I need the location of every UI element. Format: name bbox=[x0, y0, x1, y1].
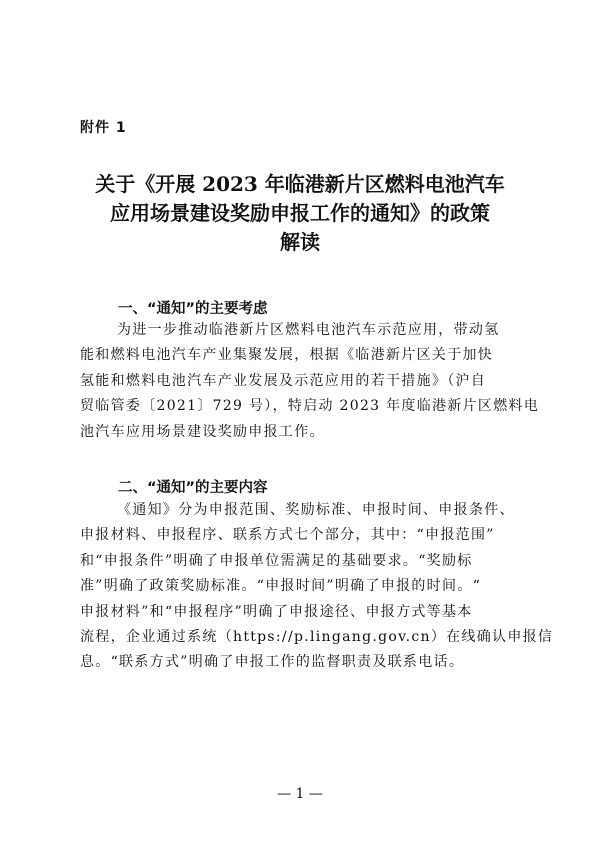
paragraph-line: 和“申报条件”明确了申报单位需满足的基础要求。“奖励标 bbox=[80, 552, 473, 569]
attachment-label: 附件 1 bbox=[80, 120, 127, 136]
section-2-paragraph bbox=[80, 498, 554, 676]
paragraph-line: 申报材料”和“申报程序”明确了申报途径、申报方式等基本 bbox=[80, 603, 473, 620]
section-2-heading: 二、“通知”的主要内容 bbox=[118, 480, 268, 496]
paragraph-line: 息。“联系方式”明确了申报工作的监督职责及联系电话。 bbox=[80, 654, 465, 671]
paragraph-line: 流程，企业通过系统（https://p.lingang.gov.cn）在线确认申报信 bbox=[80, 629, 554, 646]
title-line-3: 解读 bbox=[280, 230, 320, 254]
title-line-2: 应用场景建设奖励申报工作的通知》的政策 bbox=[110, 201, 490, 225]
paragraph-line: 氢能和燃料电池汽车产业发展及示范应用的若干措施》（沪自 bbox=[80, 372, 487, 389]
paragraph-line: 贸临管委〔2021〕729 号），特启动 2023 年度临港新片区燃料电 bbox=[80, 398, 540, 415]
section-1-paragraph bbox=[80, 318, 540, 445]
page-number: — 1 — bbox=[277, 786, 323, 802]
paragraph-line: 能和燃料电池汽车产业集聚发展，根据《临港新片区关于加快 bbox=[80, 347, 494, 364]
title-line-1: 关于《开展 2023 年临港新片区燃料电池汽车 bbox=[95, 172, 505, 196]
paragraph-line: 准”明确了政策奖励标准。“申报时间”明确了申报的时间。“ bbox=[80, 578, 482, 595]
paragraph-line: 《通知》分为申报范围、奖励标准、申报时间、申报条件、 bbox=[117, 502, 515, 518]
paragraph-line: 池汽车应用场景建设奖励申报工作。 bbox=[80, 423, 325, 440]
section-1-heading: 一、“通知”的主要考虑 bbox=[118, 301, 268, 317]
document-title bbox=[70, 170, 530, 257]
paragraph-line: 为进一步推动临港新片区燃料电池汽车示范应用，带动氢 bbox=[117, 322, 500, 338]
paragraph-line: 申报材料、申报程序、联系方式七个部分，其中：“申报范围” bbox=[80, 527, 495, 544]
